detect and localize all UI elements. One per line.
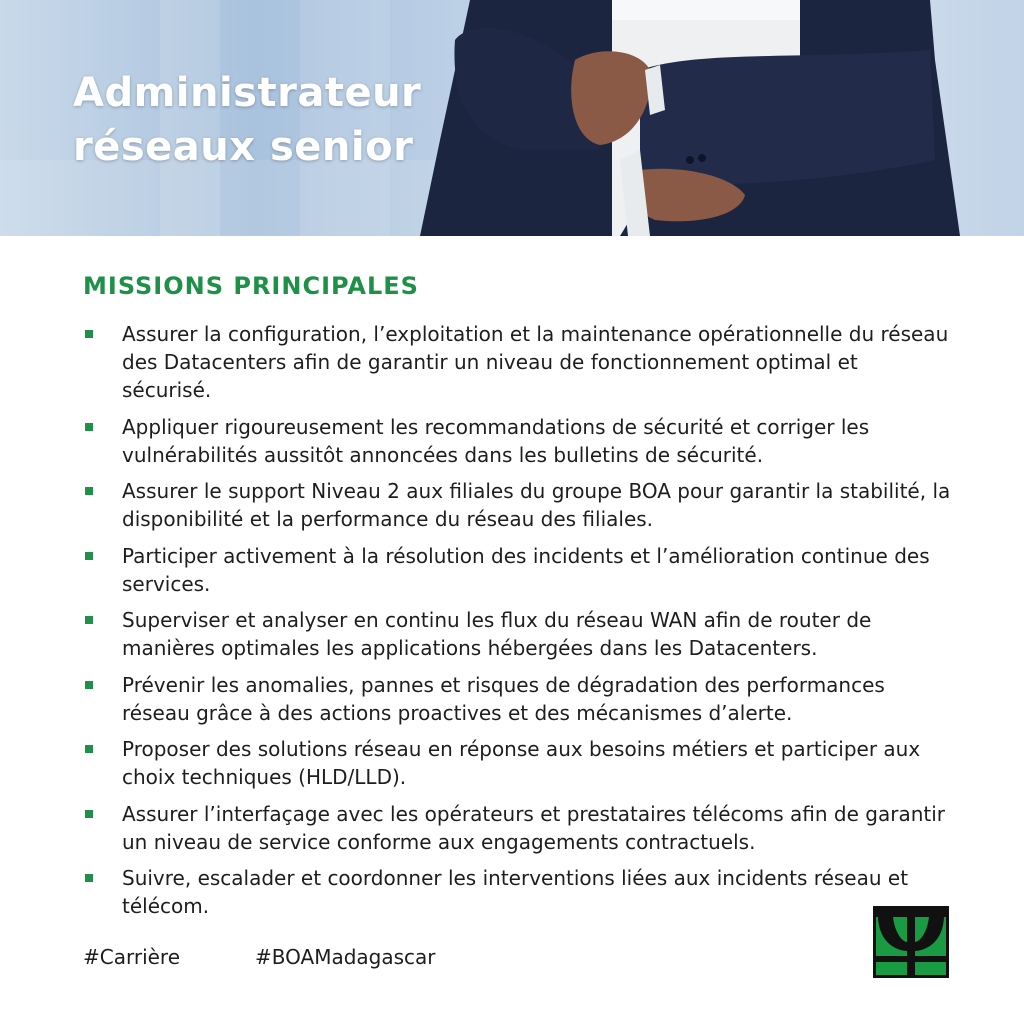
list-item [83, 735, 953, 791]
missions-list [83, 320, 953, 929]
hashtags [83, 945, 436, 969]
mission-text: Assurer l’interfaçage avec les opérateurs et prestataires télécoms afin de garantir un niveau de service conforme aux engagements contractuels. [122, 801, 946, 854]
hashtag-boa-madagascar: #BOAMadagascar [255, 945, 436, 969]
list-item [83, 413, 953, 469]
mission-text: Appliquer rigoureusement les recommandations de sécurité et corriger les vulnérabilités aussitôt annoncées dans les bulletins de sécurité. [122, 414, 870, 467]
boa-logo-icon [873, 906, 949, 978]
mission-text: Suivre, escalader et coordonner les interventions liées aux incidents réseau et télécom. [122, 866, 909, 918]
list-item [83, 320, 953, 404]
square-bullet-icon [85, 681, 93, 689]
list-item [83, 542, 953, 598]
list-item [83, 800, 953, 856]
square-bullet-icon [85, 810, 93, 818]
hashtag-carriere: #Carrière [83, 945, 181, 969]
square-bullet-icon [85, 874, 93, 882]
list-item [83, 671, 953, 727]
square-bullet-icon [85, 423, 93, 431]
square-bullet-icon [85, 487, 93, 495]
mission-text: Participer activement à la résolution des incidents et l’amélioration continue des services. [122, 543, 930, 596]
mission-text: Prévenir les anomalies, pannes et risques de dégradation des performances réseau grâce à des actions proactives et des mécanismes d’alerte. [122, 672, 885, 725]
mission-text: Superviser et analyser en continu les flux du réseau WAN afin de router de manières optimales les applications hébergées dans les Datacenters. [122, 608, 872, 660]
square-bullet-icon [85, 616, 93, 624]
mission-text: Proposer des solutions réseau en réponse aux besoins métiers et participer aux choix techniques (HLD/LLD). [122, 737, 921, 789]
hero-banner [0, 0, 1024, 236]
square-bullet-icon [85, 745, 93, 753]
page-title [73, 66, 421, 174]
title-line-2: réseaux senior [73, 124, 414, 170]
mission-text: Assurer la configuration, l’exploitation et la maintenance opérationnelle du réseau des Datacenters afin de garantir un niveau de fonctionnement optimal et sécurisé. [122, 322, 949, 402]
list-item [83, 477, 953, 533]
title-line-1: Administrateur [73, 70, 422, 116]
list-item [83, 606, 953, 662]
section-title: MISSIONS PRINCIPALES [83, 272, 419, 300]
square-bullet-icon [85, 330, 93, 338]
square-bullet-icon [85, 552, 93, 560]
mission-text: Assurer le support Niveau 2 aux filiales du groupe BOA pour garantir la stabilité, la disponibilité et la performance du réseau des filiales. [122, 479, 951, 531]
list-item [83, 864, 953, 920]
